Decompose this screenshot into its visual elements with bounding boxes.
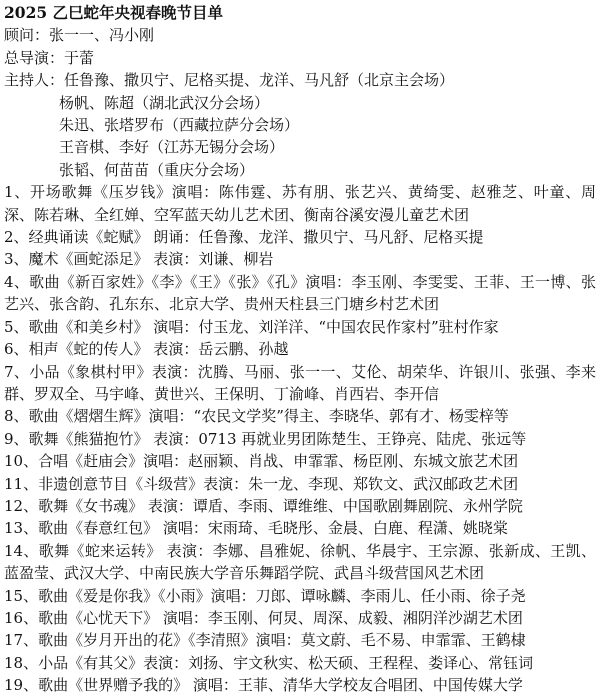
hosts-line-lhasa: 朱迅、张塔罗布（西藏拉萨分会场） bbox=[59, 116, 300, 135]
hosts-line-chongqing: 张韬、何苗苗（重庆分会场） bbox=[59, 160, 255, 179]
program-item-19: 19、歌曲《世界赠予我的》 演唱：王菲、清华大学校友合唱团、中国传媒大学 bbox=[4, 676, 523, 695]
hosts-line-main: 主持人：任鲁豫、撒贝宁、尼格买提、龙洋、马凡舒（北京主会场） bbox=[4, 71, 455, 90]
program-item-10: 10、合唱《赶庙会》演唱：赵丽颖、肖战、申霏霏、杨臣刚、东城文旅艺术团 bbox=[4, 452, 519, 471]
program-item-4: 4、歌曲《新百家姓》《李》《王》《张》《孔》演唱：李玉刚、李雯雯、王菲、王一博、张艺兴、张含韵、孔东东、北京大学、贵州天柱县三门塘乡村艺术团 bbox=[4, 272, 596, 314]
program-item-17: 17、歌曲《岁月开出的花》《李清照》演唱：莫文蔚、毛不易、申霏霏、王鹤棣 bbox=[4, 631, 526, 650]
program-item-5: 5、歌曲《和美乡村》 演唱：付玉龙、刘洋洋、“中国农民作家村”驻村作家 bbox=[4, 317, 499, 336]
program-item-3: 3、魔术《画蛇添足》 表演：刘谦、柳岩 bbox=[4, 250, 274, 269]
program-item-8: 8、歌曲《熠熠生辉》演唱：“农民文学奖”得主、李晓华、郭有才、杨雯梓等 bbox=[4, 407, 509, 426]
program-item-16: 16、歌曲《心忧天下》 演唱：李玉刚、何炅、周深、成毅、湘阴洋沙湖艺术团 bbox=[4, 608, 523, 627]
program-item-1: 1、开场歌舞《压岁钱》演唱：陈伟霆、苏有朋、张艺兴、黄绮雯、赵雅芝、叶童、周深、陈若琳、全红婵、空军蓝天幼儿艺术团、衡南谷溪安漫儿童艺术团 bbox=[4, 183, 596, 224]
program-item-13: 13、歌曲《春意红包》 演唱：宋雨琦、毛晓彤、金晨、白鹿、程潇、姚晓棠 bbox=[4, 519, 508, 538]
program-item-18: 18、小品《有其父》表演：刘扬、宇文秋实、松天硕、王程程、娄译心、常钰词 bbox=[4, 653, 534, 672]
program-item-6: 6、相声《蛇的传人》 表演：岳云鹏、孙越 bbox=[4, 340, 289, 359]
advisors-line: 顾问：张一一、冯小刚 bbox=[4, 26, 155, 45]
program-item-15: 15、歌曲《爱是你我》《小雨》演唱：刀郎、谭咏麟、李雨儿、任小雨、徐子尧 bbox=[4, 586, 526, 605]
program-item-12: 12、歌舞《女书魂》 表演：谭盾、李雨、谭维维、中国歌剧舞剧院、永州学院 bbox=[4, 496, 523, 515]
hosts-block bbox=[4, 69, 596, 181]
program-item-2: 2、经典诵读《蛇赋》 朗诵：任鲁豫、龙洋、撒贝宁、马凡舒、尼格买提 bbox=[4, 228, 484, 247]
program-item-11: 11、非遗创意节目《斗级营》表演：朱一龙、李现、郑钦文、武汉邮政艺术团 bbox=[4, 474, 519, 493]
director-line: 总导演：于蕾 bbox=[4, 48, 95, 67]
program-list bbox=[4, 181, 596, 696]
program-item-14: 14、歌舞《蛇来运转》 表演：李娜、昌雅妮、徐帆、华晨宇、王宗源、张新成、王凯、蓝盈莹、武汉大学、中南民族大学音乐舞蹈学院、武昌斗级营国风艺术团 bbox=[4, 541, 596, 583]
document-title: 2025 乙巳蛇年央视春晚节目单 bbox=[4, 3, 224, 22]
hosts-line-wuxi: 王音棋、李好（江苏无锡分会场） bbox=[59, 138, 285, 157]
program-item-7: 7、小品《象棋村甲》表演：沈腾、马丽、张一一、艾伦、胡荣华、许银川、张强、李来群、罗双全、马宇峰、黄世兴、王保明、丁渝峰、肖西岩、李开信 bbox=[4, 362, 596, 403]
program-item-9: 9、歌舞《熊猫抱竹》 表演：0713 再就业男团陈楚生、王铮亮、陆虎、张远等 bbox=[4, 429, 527, 448]
hosts-line-wuhan: 杨帆、陈超（湖北武汉分会场） bbox=[59, 93, 270, 112]
